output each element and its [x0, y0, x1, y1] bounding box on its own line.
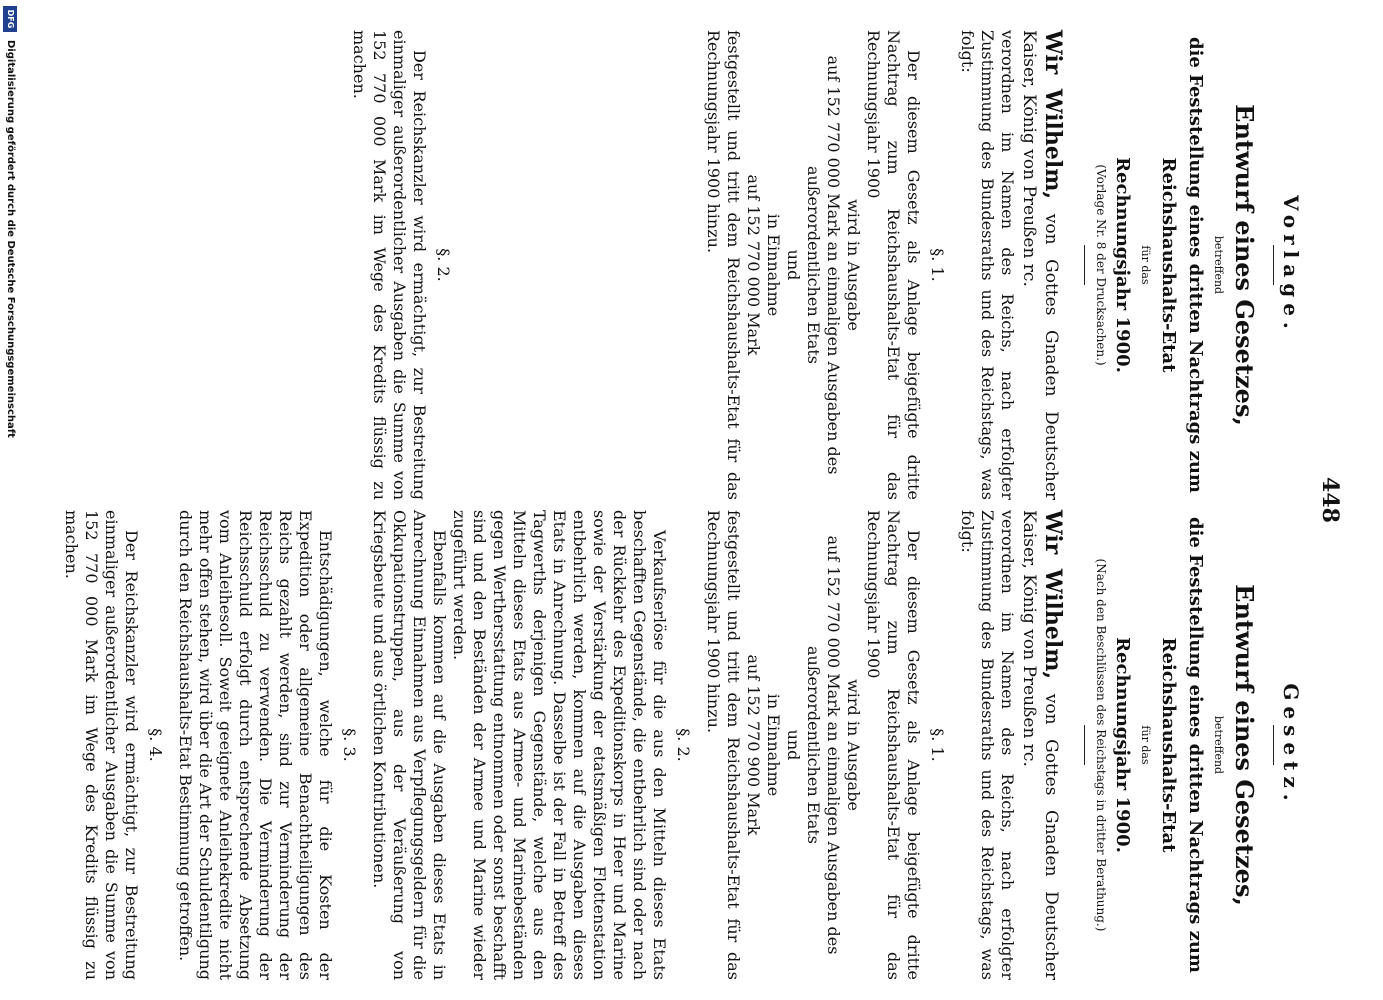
right-ausgabe-amount: auf 152 770 000 Mark an einmaligen Ausgaben des außerordentlichen Etats — [804, 535, 844, 955]
right-section-2: §. 2. — [674, 728, 694, 762]
right-intro — [1017, 510, 1066, 980]
right-subject-line-1: die Feststellung eines dritten Nachtrags zum — [1185, 517, 1207, 973]
right-section-4: §. 4. — [146, 728, 166, 762]
left-wilhelm: Wilhelm, — [1040, 88, 1067, 200]
left-title: Entwurf eines Gesetzes, — [1230, 104, 1259, 426]
right-und: und — [784, 729, 804, 761]
right-s1-end: festgestellt und tritt dem Reichshaushalts-Etat für das Rechnungsjahr 1900 hinzu. — [704, 510, 744, 980]
right-section-1: §. 1. — [928, 728, 948, 762]
left-s1-end: festgestellt und tritt dem Reichshaushalts-Etat für das Rechnungsjahr 1900 hinzu. — [704, 30, 744, 500]
left-intro-2: verordnen im Namen des Reichs, nach erfolgter Zustimmung des Bundesraths und des Reichstags, was folgt: — [958, 30, 1018, 500]
right-section-3: §. 3. — [340, 728, 360, 762]
right-intro-rest: von Gottes Gnaden Deutscher Kaiser, König von Preußen rc. — [1018, 510, 1062, 981]
left-einnahme-amount: auf 152 770 000 Mark — [744, 174, 764, 356]
digitization-footer — [0, 0, 20, 1000]
left-year: Rechnungsjahr 1900. — [1111, 157, 1133, 373]
right-intro-2: verordnen im Namen des Reichs, nach erfolgter Zustimmung des Bundesraths und des Reichstags, was folgt: — [958, 510, 1018, 980]
right-s1-text: Der diesem Gesetz als Anlage beigefügte dritte Nachtrag zum Reichshaushalts-Etat für das Rechnungsjahr 1900 — [864, 510, 924, 980]
right-note: (Nach den Beschlüssen des Reichstags in dritter Berathung.) — [1094, 558, 1109, 932]
right-s3-text: Entschädigungen, welche für die Kosten der Expedition oder allgemeine Benachtheiligungen des Reichs gezahlt werden, sind zur Verminderung der Reichsschuld zu verwenden. Die Verminderung der Reichsschuld erfolgt durch entsprechende Absetzung vom Anleihesoll. Soweit geeignete Anleihekredite nicht mehr offen stehen, wird über die Art der Schuldentilgung durch den Reichshaushalts-Etat Bestimmung getroffen. — [176, 510, 336, 980]
left-s2-text: Der Reichskanzler wird ermächtigt, zur Bestreitung einmaliger außerordentlicher Ausgaben die Summe von 152 770 000 Mark im Wege des Kredits flüssig zu machen. — [350, 30, 430, 500]
rule — [1273, 725, 1274, 765]
right-s4-text: Der Reichskanzler wird ermächtigt, zur Bestreitung einmaliger außerordentlicher Ausgaben die Summe von 152 770 000 Mark im Wege des Kredits flüssig zu machen. — [62, 510, 142, 980]
left-intro — [1017, 30, 1066, 500]
right-einnahme-amount: auf 152 770 900 Mark — [744, 654, 764, 836]
left-note: (Vorlage Nr. 8 der Drucksachen.) — [1094, 164, 1109, 366]
left-s1-text: Der diesem Gesetz als Anlage beigefügte dritte Nachtrag zum Reichshaushalts-Etat für das Rechnungsjahr 1900 — [864, 30, 924, 500]
left-intro-rest: von Gottes Gnaden Deutscher Kaiser, König von Preußen rc. — [1018, 30, 1062, 501]
right-s2-p1: Verkaufserlöse für die aus den Mitteln dieses Etats beschafften Gegenstände, die entbehrlich sind oder nach der Rückkehr des Expeditionskorps in Heer und Marine sowie der Verstärkung der etatsmäßigen Flottenstation entbehrlich werden, kommen auf die Ausgaben dieses Etats in Anrechnung. Dasselbe ist der Fall in Betreff des Tagwerths derjenigen Gegenstände, welche aus den Mitteln dieses Etats aus Armee- und Marinebeständen gegen Werthersstattung entnommen oder sonst beschafft sind und den Beständen der Armee und Marine wieder zugeführt werden. — [450, 510, 670, 980]
right-heading: Gesetz. — [1279, 683, 1303, 807]
right-fuer-das: für das — [1139, 725, 1153, 765]
left-subject-line-1: die Feststellung eines dritten Nachtrags zum — [1185, 37, 1207, 493]
left-heading: Vorlage. — [1279, 195, 1303, 335]
left-section-2: §. 2. — [434, 248, 454, 282]
right-betreffend: betreffend — [1212, 715, 1225, 775]
rule — [1084, 725, 1085, 765]
right-wilhelm: Wilhelm, — [1040, 568, 1067, 680]
rule — [1084, 245, 1085, 285]
left-einnahme: in Einnahme — [764, 213, 784, 317]
right-subject-line-2: Reichshaushalts-Etat — [1157, 637, 1179, 853]
left-und: und — [784, 249, 804, 281]
right-ausgabe: wird in Ausgabe — [844, 679, 864, 811]
left-column-vorlage — [3, 30, 1303, 500]
left-ausgabe: wird in Ausgabe — [844, 199, 864, 331]
right-wir: Wir — [1040, 510, 1067, 555]
right-title: Entwurf eines Gesetzes, — [1230, 584, 1259, 906]
right-einnahme: in Einnahme — [764, 693, 784, 797]
left-betreffend: betreffend — [1212, 235, 1225, 295]
right-s2-p2: Ebenfalls kommen auf die Ausgaben dieses Etats in Anrechnung Einnahmen aus Verpflegungsgeldern für die Okkupationstruppen, aus der Veräußerung von Kriegsbeute und aus örtlichen Kontributionen. — [370, 510, 450, 980]
page-number: 448 — [1317, 477, 1343, 523]
rule — [1273, 245, 1274, 285]
left-ausgabe-amount: auf 152 770 000 Mark an einmaligen Ausgaben des außerordentlichen Etats — [804, 55, 844, 475]
left-section-1: §. 1. — [928, 248, 948, 282]
column-divider — [73, 495, 1273, 496]
footer-credit-text: Digitalisierung gefördert durch die Deutsche Forschungsgemeinschaft — [5, 40, 16, 438]
left-fuer-das: für das — [1139, 245, 1153, 285]
dfg-logo: DFG — [3, 6, 17, 32]
right-year: Rechnungsjahr 1900. — [1111, 637, 1133, 853]
right-column-gesetz — [3, 510, 1303, 980]
left-wir: Wir — [1040, 30, 1067, 75]
left-subject-line-2: Reichshaushalts-Etat — [1157, 157, 1179, 373]
